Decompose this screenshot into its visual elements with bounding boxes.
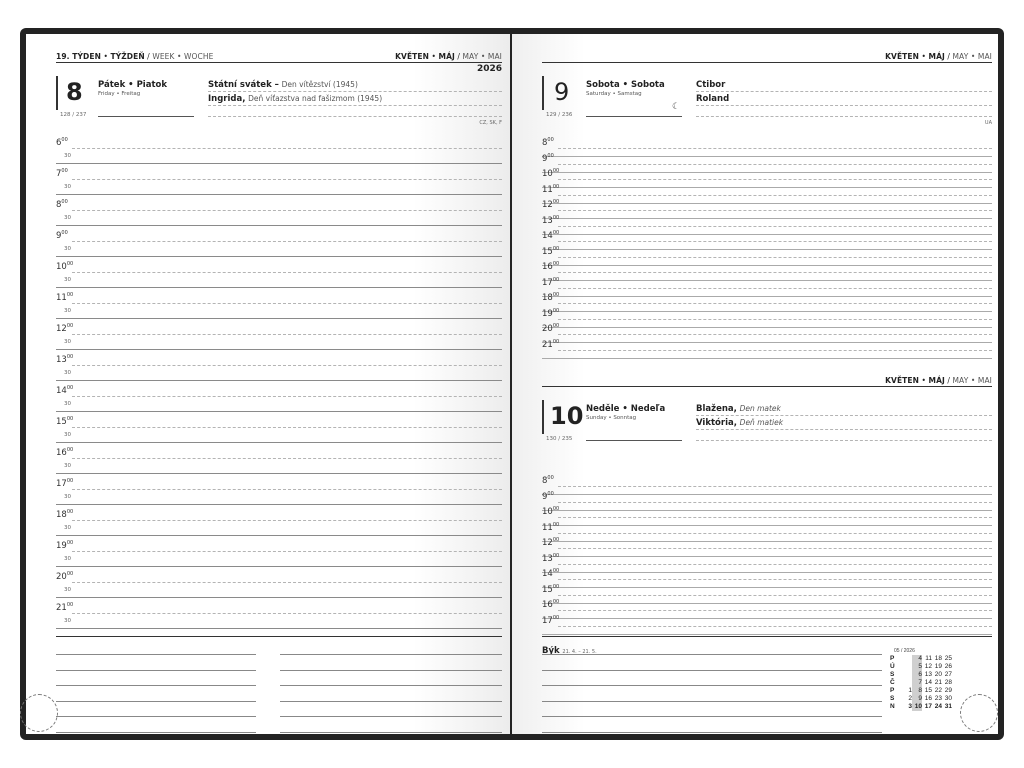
note-line[interactable] — [56, 685, 256, 686]
mini-calendar — [890, 648, 952, 711]
hour-label: $14^{00}$ — [542, 230, 560, 241]
hour-label: $10^{00}$ — [542, 168, 560, 179]
hour-label: $19^{00}$ — [542, 307, 560, 319]
note-line[interactable] — [280, 670, 502, 671]
mini-calendar-day: 28 — [944, 679, 952, 686]
month-header-right: KVĚTEN • MÁJ / MAY • MAI — [885, 52, 992, 61]
nameday-10-1: Blažena, Den matek — [696, 404, 781, 414]
note-line[interactable] — [56, 732, 256, 733]
month-header: KVĚTEN • MÁJ / MAY • MAI — [395, 52, 502, 61]
day-count-9: 129 / 236 — [546, 112, 573, 118]
hour-label: $18^{00}$ — [542, 292, 560, 303]
day-sub-10: Sunday • Sonntag — [586, 415, 637, 421]
half-hour-label: 30 — [64, 339, 71, 345]
hour-label: $18^{00}$ — [56, 509, 74, 520]
note-line[interactable] — [280, 654, 502, 655]
note-line[interactable] — [56, 670, 256, 671]
hour-label: $17^{00}$ — [542, 614, 560, 626]
nameday-9-2: Roland — [696, 94, 730, 104]
mini-calendar-day: 19 — [934, 663, 942, 670]
note-line[interactable] — [56, 701, 256, 702]
note-line[interactable] — [542, 701, 882, 702]
weekday-label: Č — [890, 679, 895, 686]
mini-calendar-day: 13 — [924, 671, 932, 678]
mini-calendar-day: 3 — [908, 703, 912, 710]
weekday-label: S — [890, 671, 895, 678]
mini-calendar-day: 5 — [912, 663, 922, 671]
mini-calendar-day: 14 — [924, 679, 932, 686]
hour-label: $10^{00}$ — [542, 506, 560, 517]
hour-label: $15^{00}$ — [542, 245, 560, 257]
half-hour-label: 30 — [64, 618, 71, 624]
hour-label: $15^{00}$ — [542, 583, 560, 595]
day-count: 128 / 237 — [60, 112, 87, 118]
day-count-10: 130 / 235 — [546, 436, 573, 442]
country-codes-9: UA — [984, 120, 992, 126]
mini-calendar-day: 12 — [924, 663, 932, 670]
mini-calendar-day — [902, 679, 912, 687]
half-hour-label: 30 — [64, 556, 71, 562]
mini-calendar-day: 23 — [934, 695, 942, 702]
mini-calendar-day: 20 — [934, 671, 942, 678]
mini-calendar-day: 11 — [925, 655, 932, 662]
mini-calendar-day: 30 — [944, 695, 952, 702]
hour-label: $7^{00}$ — [56, 168, 68, 179]
note-line[interactable] — [542, 654, 882, 655]
holiday-line-2: Ingrida, Deň víťazstva nad fašizmom (1945) — [208, 94, 383, 104]
moon-phase-icon: ☾ — [672, 102, 681, 112]
note-line[interactable] — [56, 654, 256, 655]
hour-label: $20^{00}$ — [56, 571, 74, 582]
weekday-label: P — [890, 687, 895, 694]
half-hour-label: 30 — [64, 494, 71, 500]
holiday-line-1: Státní svátek – Den vítězství (1945) — [208, 80, 358, 90]
weekday-label: S — [890, 695, 895, 702]
mini-calendar-day: 9 — [912, 695, 922, 703]
mini-calendar-day: 1 — [908, 687, 912, 694]
hour-label: $11^{00}$ — [56, 292, 74, 303]
mini-calendar-row — [890, 695, 952, 703]
mini-calendar-day: 15 — [924, 687, 932, 694]
half-hour-label: 30 — [64, 184, 71, 190]
hour-label: $20^{00}$ — [542, 323, 560, 334]
hour-label: $11^{00}$ — [542, 521, 560, 533]
mini-calendar-title: 05 / 2026 — [894, 648, 915, 654]
half-hour-label: 30 — [64, 246, 71, 252]
mini-calendar-day: 6 — [912, 671, 922, 679]
hour-label: $14^{00}$ — [542, 568, 560, 579]
weekday-label: Ú — [890, 663, 895, 670]
diary-cover — [20, 28, 1004, 740]
hour-label: $19^{00}$ — [56, 540, 74, 551]
note-line[interactable] — [56, 716, 256, 717]
mini-calendar-day: 16 — [924, 695, 932, 702]
mini-calendar-day: 24 — [934, 703, 942, 710]
corner-cut-right — [960, 694, 998, 732]
nameday-9-1: Ctibor — [696, 80, 726, 90]
half-hour-label: 30 — [64, 463, 71, 469]
hour-label: $12^{00}$ — [542, 199, 560, 210]
note-line[interactable] — [542, 685, 882, 686]
mini-calendar-day: 27 — [944, 671, 952, 678]
half-hour-label: 30 — [64, 587, 71, 593]
hour-label: $21^{00}$ — [56, 602, 74, 613]
hour-label: $15^{00}$ — [56, 416, 74, 427]
note-line[interactable] — [280, 732, 502, 733]
mini-calendar-day: 25 — [944, 655, 952, 662]
weekday-label: N — [890, 703, 895, 710]
mini-calendar-row — [890, 671, 952, 679]
day-sub: Friday • Freitag — [98, 91, 141, 97]
mini-calendar-day: 31 — [944, 703, 952, 710]
weekday-label: P — [890, 655, 895, 662]
left-page — [26, 34, 510, 734]
hour-label: $14^{00}$ — [56, 385, 74, 396]
note-line[interactable] — [280, 701, 502, 702]
mini-calendar-row — [890, 687, 952, 695]
corner-cut-left — [20, 694, 58, 732]
right-page — [512, 34, 998, 734]
note-line[interactable] — [542, 670, 882, 671]
day-name-9: Sobota • Sobota — [586, 80, 665, 90]
zodiac: Býk 21. 4. – 21. 5. — [542, 646, 597, 656]
day-name-10: Neděle • Nedeľa — [586, 404, 666, 414]
hour-label: $8^{00}$ — [542, 475, 554, 486]
half-hour-label: 30 — [64, 525, 71, 531]
mini-calendar-day: 21 — [934, 679, 942, 686]
week-header: 19. TÝDEN • TÝŽDEŇ / WEEK • WOCHE — [56, 52, 214, 61]
half-hour-label: 30 — [64, 153, 71, 159]
day-number: 8 — [66, 78, 83, 106]
day-marker-10 — [542, 400, 544, 434]
hour-label: $17^{00}$ — [542, 276, 560, 288]
mini-calendar-day: 29 — [944, 687, 952, 694]
hour-label: $10^{00}$ — [56, 261, 74, 272]
day-name: Pátek • Piatok — [98, 80, 168, 90]
mini-calendar-day: 26 — [944, 663, 952, 670]
mini-calendar-row — [890, 663, 952, 671]
mini-calendar-day: 8 — [912, 687, 922, 695]
mini-calendar-day: 2 — [908, 695, 912, 702]
hour-label: $13^{00}$ — [542, 552, 560, 564]
day-number-9: 9 — [554, 78, 570, 106]
mini-calendar-row — [890, 703, 952, 711]
day-sub-9: Saturday • Samstag — [586, 91, 642, 97]
half-hour-label: 30 — [64, 401, 71, 407]
mini-calendar-day — [902, 671, 912, 679]
hour-label: $13^{00}$ — [56, 354, 74, 365]
half-hour-label: 30 — [64, 370, 71, 376]
hour-label: $16^{00}$ — [56, 447, 74, 458]
hour-label: $16^{00}$ — [542, 599, 560, 610]
day-underline — [98, 116, 194, 117]
country-codes: CZ, SK, F — [479, 120, 502, 126]
hour-label: $13^{00}$ — [542, 214, 560, 226]
half-hour-label: 30 — [64, 215, 71, 221]
header-rule — [56, 62, 502, 63]
mini-calendar-day: 17 — [924, 703, 932, 710]
hour-label: $12^{00}$ — [542, 537, 560, 548]
mini-calendar-day — [902, 655, 912, 663]
year-label: 2026 — [476, 64, 502, 74]
half-hour-label: 30 — [64, 277, 71, 283]
mini-calendar-row — [890, 655, 952, 663]
hour-label: $16^{00}$ — [542, 261, 560, 272]
note-line[interactable] — [542, 732, 882, 733]
mini-calendar-day: 22 — [934, 687, 942, 694]
nameday-10-2: Viktória, Deň matiek — [696, 418, 784, 428]
hour-label: $8^{00}$ — [542, 137, 554, 148]
hour-label: $11^{00}$ — [542, 183, 560, 195]
half-hour-label: 30 — [64, 432, 71, 438]
hour-label: $8^{00}$ — [56, 199, 68, 210]
half-hour-label: 30 — [64, 308, 71, 314]
hour-label: $9^{00}$ — [542, 152, 554, 164]
hour-label: $6^{00}$ — [56, 137, 68, 148]
day-marker-9 — [542, 76, 544, 110]
month-header-10: KVĚTEN • MÁJ / MAY • MAI — [885, 376, 992, 385]
note-line[interactable] — [280, 716, 502, 717]
mini-calendar-day — [902, 663, 912, 671]
mini-calendar-day: 18 — [934, 655, 942, 662]
hour-label: $21^{00}$ — [542, 338, 560, 350]
mini-calendar-day: 4 — [912, 655, 922, 663]
mini-calendar-day: 7 — [912, 679, 922, 687]
hour-label: $9^{00}$ — [56, 230, 68, 241]
hour-label: $17^{00}$ — [56, 478, 74, 489]
mini-calendar-row — [890, 679, 952, 687]
hour-label: $9^{00}$ — [542, 490, 554, 502]
note-line[interactable] — [542, 716, 882, 717]
day-marker — [56, 76, 58, 110]
note-line[interactable] — [280, 685, 502, 686]
day-number-10: 10 — [550, 402, 584, 430]
hour-label: $12^{00}$ — [56, 323, 74, 334]
mini-calendar-day: 10 — [912, 703, 922, 711]
